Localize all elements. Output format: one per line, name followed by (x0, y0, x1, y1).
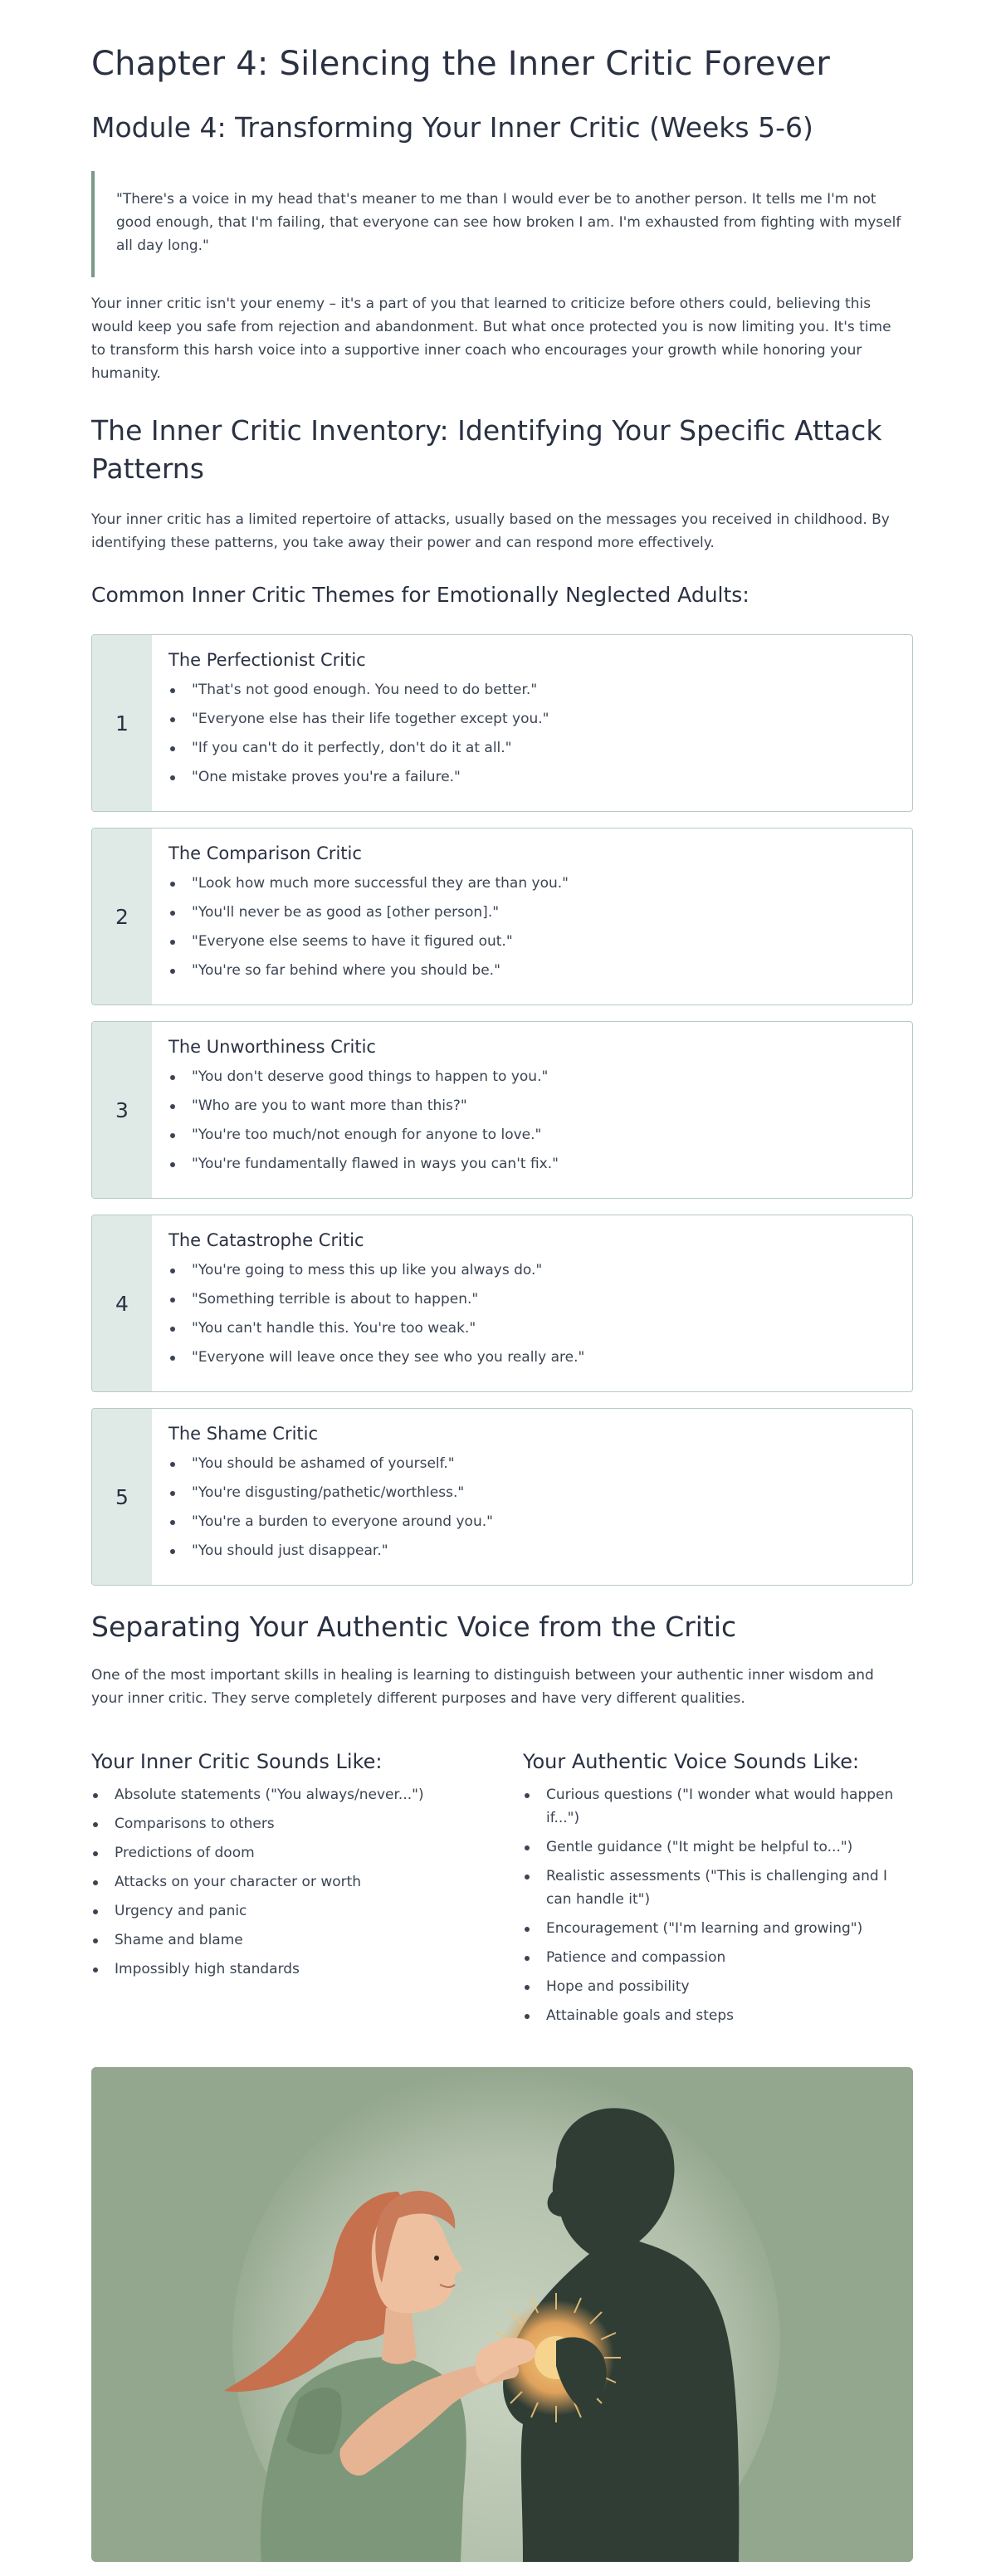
list-item: Gentle guidance ("It might be helpful to...") (523, 1835, 905, 1859)
list-item: "If you can't do it perfectly, don't do it at all." (168, 734, 549, 763)
list-item: "You're going to mess this up like you always do." (168, 1256, 584, 1285)
critic-phrases (168, 1063, 559, 1179)
critic-title: The Catastrophe Critic (168, 1230, 364, 1250)
authentic-voice-list (523, 1783, 905, 2027)
list-item: "You should be ashamed of yourself." (168, 1449, 493, 1479)
inner-critic-list (91, 1783, 481, 1981)
list-item: "Who are you to want more than this?" (168, 1092, 559, 1121)
critic-title: The Shame Critic (168, 1424, 319, 1444)
critic-card-shame (91, 1408, 913, 1586)
intro-paragraph: Your inner critic isn't your enemy – it's a part of you that learned to criticize before others could, believing this would keep you safe from rejection and abandonment. But what once protected you is now limiting you. It's time to transform this harsh voice into a supportive inner coach who encourages your growth while honoring your humanity. (91, 296, 891, 382)
inner-critic-column (91, 1750, 481, 1987)
critic-card-catastrophe (91, 1215, 913, 1392)
critic-number: 4 (92, 1215, 152, 1391)
critic-title: The Unworthiness Critic (168, 1037, 376, 1057)
separating-paragraph: One of the most important skills in healing is learning to distinguish between your authentic inner wisdom and your inner critic. They serve completely different purposes and have very different qualities. (91, 1667, 874, 1707)
list-item: "You're too much/not enough for anyone to love." (168, 1121, 559, 1150)
list-item: "Everyone else seems to have it figured out." (168, 927, 569, 956)
inner-critic-heading: Your Inner Critic Sounds Like: (91, 1750, 383, 1773)
client-quote: "There's a voice in my head that's meaner to me than I would ever be to another person. It tells me I'm not good enough, that I'm failing, that everyone can see how broken I am. I'm exhausted from fighting with myself all day long." (91, 171, 905, 277)
list-item: Absolute statements ("You always/never...") (91, 1783, 481, 1806)
list-item: Attainable goals and steps (523, 2004, 905, 2027)
illustration-svg (91, 2067, 913, 2562)
list-item: "You're fundamentally flawed in ways you can't fix." (168, 1150, 559, 1179)
critic-phrases (168, 1449, 493, 1566)
critic-phrases (168, 1256, 584, 1372)
inventory-heading: The Inner Critic Inventory: Identifying Your Specific Attack Patterns (91, 414, 882, 485)
list-item: "You're so far behind where you should be." (168, 956, 569, 985)
list-item: "You're disgusting/pathetic/worthless." (168, 1479, 493, 1508)
list-item: Encouragement ("I'm learning and growing") (523, 1917, 905, 1940)
list-item: "You should just disappear." (168, 1537, 493, 1566)
list-item: "One mistake proves you're a failure." (168, 763, 549, 792)
authentic-voice-column (523, 1750, 905, 2033)
critic-card-unworthiness (91, 1021, 913, 1199)
list-item: Realistic assessments ("This is challenging and I can handle it") (523, 1865, 905, 1911)
list-item: "You'll never be as good as [other person]." (168, 898, 569, 927)
critic-number: 2 (92, 829, 152, 1004)
separating-heading: Separating Your Authentic Voice from the Critic (91, 1611, 737, 1643)
inventory-paragraph: Your inner critic has a limited repertoire of attacks, usually based on the messages you received in childhood. By identifying these patterns, you take away their power and can respond more effectively. (91, 511, 890, 551)
list-item: "You're a burden to everyone around you." (168, 1508, 493, 1537)
list-item: "Look how much more successful they are than you." (168, 869, 569, 898)
list-item: "You can't handle this. You're too weak." (168, 1314, 584, 1343)
list-item: Attacks on your character or worth (91, 1870, 481, 1894)
critic-body (152, 1215, 584, 1391)
critic-body (152, 635, 549, 811)
chapter-title: Chapter 4: Silencing the Inner Critic Forever (91, 45, 830, 83)
module-title: Module 4: Transforming Your Inner Critic (Weeks 5-6) (91, 111, 813, 144)
critic-phrases (168, 676, 549, 792)
list-item: "Everyone else has their life together except you." (168, 705, 549, 734)
critic-number: 5 (92, 1409, 152, 1585)
list-item: Impossibly high standards (91, 1958, 481, 1981)
woman-eye (434, 2256, 439, 2261)
critic-title: The Perfectionist Critic (168, 650, 366, 670)
list-item: "That's not good enough. You need to do better." (168, 676, 549, 705)
list-item: Urgency and panic (91, 1899, 481, 1923)
list-item: "Something terrible is about to happen." (168, 1285, 584, 1314)
list-item: Predictions of doom (91, 1841, 481, 1865)
critic-phrases (168, 869, 569, 985)
critic-card-comparison (91, 828, 913, 1005)
illustration-woman-and-shadow (91, 2067, 913, 2562)
list-item: "You don't deserve good things to happen to you." (168, 1063, 559, 1092)
themes-heading: Common Inner Critic Themes for Emotionally Neglected Adults: (91, 583, 749, 607)
woman-neck (382, 2308, 417, 2364)
critic-title: The Comparison Critic (168, 843, 362, 863)
critic-number: 1 (92, 635, 152, 811)
critic-body (152, 829, 569, 1004)
list-item: Curious questions ("I wonder what would happen if...") (523, 1783, 905, 1830)
critic-card-perfectionist (91, 634, 913, 812)
list-item: "Everyone will leave once they see who you really are." (168, 1343, 584, 1372)
list-item: Comparisons to others (91, 1812, 481, 1835)
critic-body (152, 1409, 493, 1585)
critic-body (152, 1022, 559, 1198)
authentic-voice-heading: Your Authentic Voice Sounds Like: (523, 1750, 860, 1773)
list-item: Hope and possibility (523, 1975, 905, 1998)
critic-number: 3 (92, 1022, 152, 1198)
list-item: Shame and blame (91, 1928, 481, 1952)
list-item: Patience and compassion (523, 1946, 905, 1969)
